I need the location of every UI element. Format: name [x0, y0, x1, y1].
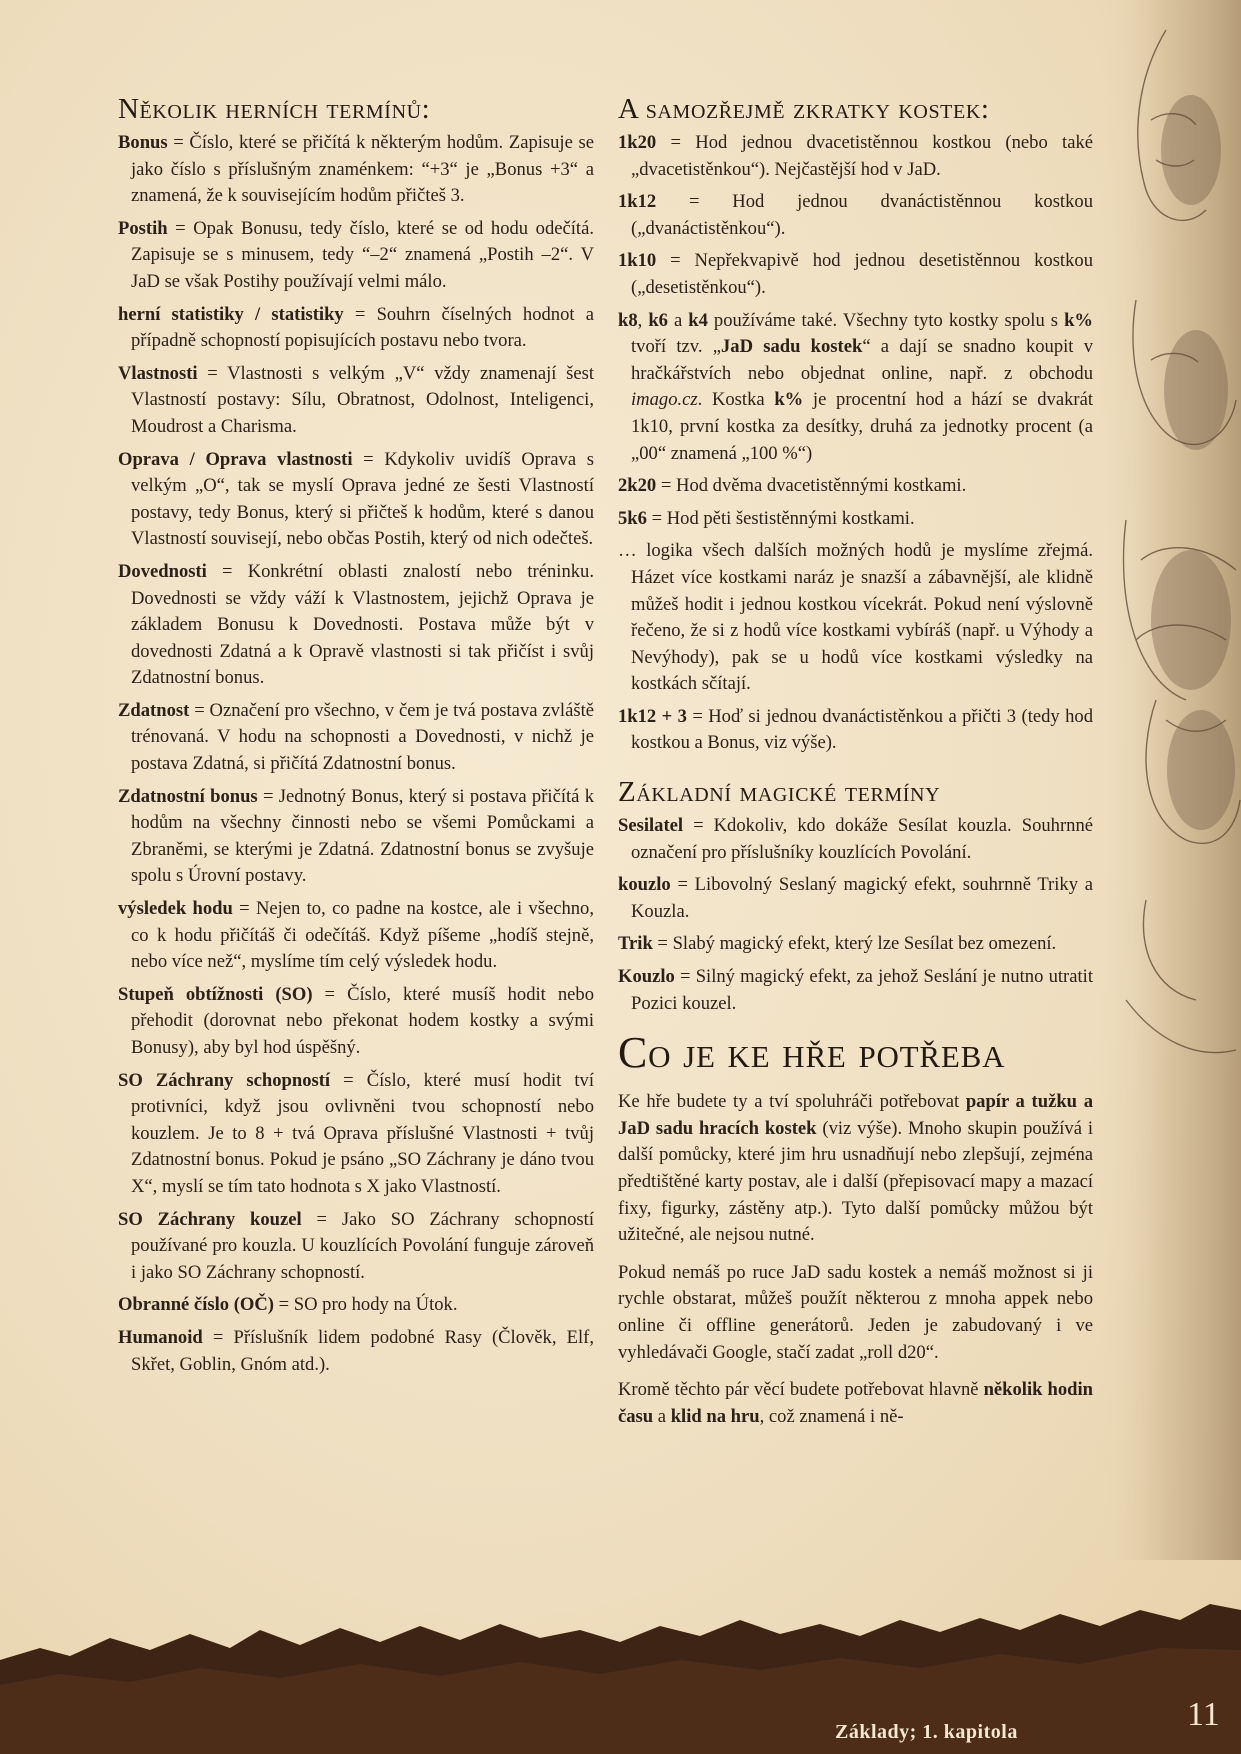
term-so-zachrany-schopnosti: SO Záchrany schopností = Číslo, které musí hodit tví protivníci, když jsou ovlivněni tvou schopností nebo kouzlem. Je to 8 + tvá Oprava příslušné Vlastnosti + tvůj Zdatnostní bonus. Pokud je psáno „SO Záchrany je dáno tvou X“, myslí se tím tato hodnota s X jako Vlastností.	[118, 1069, 594, 1197]
game-terms-heading: Několik herních termínů:	[118, 93, 431, 125]
dice-2k20: 2k20 = Hod dvěma dvacetistěnnými kostkami.	[618, 475, 967, 497]
dice-1k12: 1k12 = Hod jednou dvanáctistěnnou kostkou („dvanáctistěnkou“).	[618, 191, 1093, 239]
term-humanoid: Humanoid = Příslušník lidem podobné Rasy (Člověk, Elf, Skřet, Goblin, Gnóm atd.).	[118, 1326, 594, 1375]
term-postih: Postih = Opak Bonusu, tedy číslo, které se od hodu odečítá. Zapisuje se s minusem, tedy “–2“ znamená „Postih –2“. V JaD se však Postihy používají velmi málo.	[118, 217, 594, 292]
term-obranne-cislo: Obranné číslo (OČ) = SO pro hody na Útok.	[118, 1294, 458, 1316]
dice-logic: … logika všech dalších možných hodů je myslíme zřejmá. Házet více kostkami naráz je snazší a zábavnější, ale klidně můžeš hodit i jednou kostkou vícekrát. Pokud není výslovně řečeno, že si z hodů více kostkami vybíráš (např. u Výhody a Nevýhody), pak se u hodů více kostkami výsledky na kostkách sčítají.	[618, 540, 1093, 695]
term-vysledek-hodu: výsledek hodu = Nejen to, co padne na kostce, ale i všechno, co k hodu přičítáš či odečítáš. Když píšeme „hodíš stejně, nebo více než“, myslíme tím celý výsledek hodu.	[118, 898, 594, 973]
needs-heading: Co je ke hře potřeba	[618, 1028, 1006, 1078]
magic-sesilatel: Sesilatel = Kdokoliv, kdo dokáže Sesílat kouzla. Souhrnné označení pro příslušníky kouzlících Povolání.	[618, 815, 1093, 863]
spacer	[618, 763, 1093, 775]
magic-kouzlo: Kouzlo = Silný magický efekt, za jehož Seslání je nutno utratit Pozici kouzel.	[618, 966, 1093, 1014]
magic-trik: Trik = Slabý magický efekt, který lze Sesílat bez omezení.	[618, 933, 1057, 955]
shop-link: imago.cz	[631, 389, 698, 411]
dice-5k6: 5k6 = Hod pěti šestistěnnými kostkami.	[618, 507, 915, 529]
term-so-zachrany-kouzel: SO Záchrany kouzel = Jako SO Záchrany schopností používané pro kouzla. U kouzlících Povolání funguje zároveň i jako SO Záchrany schopností.	[118, 1208, 595, 1283]
character-portraits-illustration	[1096, 0, 1241, 1560]
term-statistiky: herní statistiky / statistiky = Souhrn číselných hodnot a případně schopností popisujících postavu nebo tvora.	[118, 303, 594, 352]
term-zdatnost: Zdatnost = Označení pro všechno, v čem je tvá postava zvláště trénovaná. V hodu na schopnosti a Dovednosti, v nichž je postava Zdatná, si přičítá Zdatnostní bonus.	[118, 699, 594, 775]
term-stupen-obtiznosti: Stupeň obtížnosti (SO) = Číslo, které musíš hodit nebo přehodit (dorovnat nebo překonat hodem kostky a svými Bonusy), aby byl hod úspěšný.	[118, 983, 594, 1058]
dice-1k10: 1k10 = Nepřekvapivě hod jednou desetistěnnou kostkou („desetistěnkou“).	[618, 250, 1093, 298]
term-zdatnostni-bonus: Zdatnostní bonus = Jednotný Bonus, který si postava přičítá k hodům na všechny činnosti nebo se všemi Pomůckami a Zbraněmi, se kterými je Zdatná. Zdatnostní bonus se zvyšuje spolu s Úrovní postavy.	[118, 785, 594, 887]
dice-heading: A samozřejmě zkratky kostek:	[618, 93, 990, 125]
dice-others: k8, k6 a k4 používáme také. Všechny tyto kostky spolu s k% tvoří tzv. „JaD sadu kostek“ a dají se snadno koupit v hračkářstvích nebo objednat online, např. z obchodu imago.cz. Kostka k% je procentní hod a hází se dvakrát 1k10, první kostka za desítky, druhá za jednotky procent (a „00“ znamená „100 %“)	[618, 309, 1093, 464]
magic-terms-heading: Základní magické termíny	[618, 776, 941, 809]
chapter-label: Základy; 1. kapitola	[835, 1721, 1018, 1743]
needs-paragraph-3: Kromě těchto pár věcí budete potřebovat hlavně několik hodin času a klid na hru, což znamená i ně-	[618, 1379, 1093, 1427]
page-number: 11	[1187, 1696, 1220, 1733]
term-oprava: Oprava / Oprava vlastnosti = Kdykoliv uvidíš Oprava s velkým „O“, tak se myslí Oprava jedné ze šesti Vlastností postavy, tedy Bonus, který si přičteš k hodům, které s danou Vlastností souvisejí, nebo občas Postih, který od nich odečteš.	[118, 448, 594, 550]
left-column	[118, 92, 594, 1384]
needs-paragraph-1: Ke hře budete ty a tví spoluhráči potřebovat papír a tužku a JaD sadu hracích kostek (viz výše). Mnoho skupin používá i další pomůcky, které jim hru usnadňují nebo zlepšují, zejména předtištěné karty postav, ale i další (přepisovací mapy a mazací fixy, figurky, zástěny atp.). Tyto další pomůcky můžou být užitečné, ale nejsou nutné.	[618, 1091, 1093, 1246]
needs-paragraph-2: Pokud nemáš po ruce JaD sadu kostek a nemáš možnost si ji rychle obstarat, můžeš použít některou z mnoha appek nebo online či offline generátorů. Jeden je zabudovaný i ve vyhledávači Google, stačí zadat „roll d20“.	[618, 1261, 1093, 1363]
right-column	[618, 92, 1093, 1441]
term-dovednosti: Dovednosti = Konkrétní oblasti znalostí nebo tréninku. Dovednosti se vždy váží k Vlastnostem, jejichž Oprava je základem Bonusu k Dovednosti. Postava může být v dovednosti Zdatná a k Opravě vlastnosti si tak přičíst i svůj Zdatnostní bonus.	[118, 560, 594, 689]
dice-1k20: 1k20 = Hod jednou dvacetistěnnou kostkou (nebo také „dvacetistěnkou“). Nejčastější hod v JaD.	[618, 132, 1093, 180]
term-vlastnosti: Vlastnosti = Vlastnosti s velkým „V“ vždy znamenají šest Vlastností postavy: Sílu, Obratnost, Odolnost, Inteligenci, Moudrost a Charisma.	[118, 362, 594, 437]
term-bonus: Bonus = Číslo, které se přičítá k některým hodům. Zapisuje se jako číslo s příslušným znaménkem: “+3“ je „Bonus +3“ a znamená, že k souvisejícím hodům přičteš 3.	[118, 132, 594, 207]
magic-kouzlo-generic: kouzlo = Libovolný Seslaný magický efekt, souhrnně Triky a Kouzla.	[618, 874, 1093, 922]
dice-1k12-plus-3: 1k12 + 3 = Hoď si jednou dvanáctistěnkou a přičti 3 (tedy hod kostkou a Bonus, viz výše).	[618, 705, 1094, 754]
